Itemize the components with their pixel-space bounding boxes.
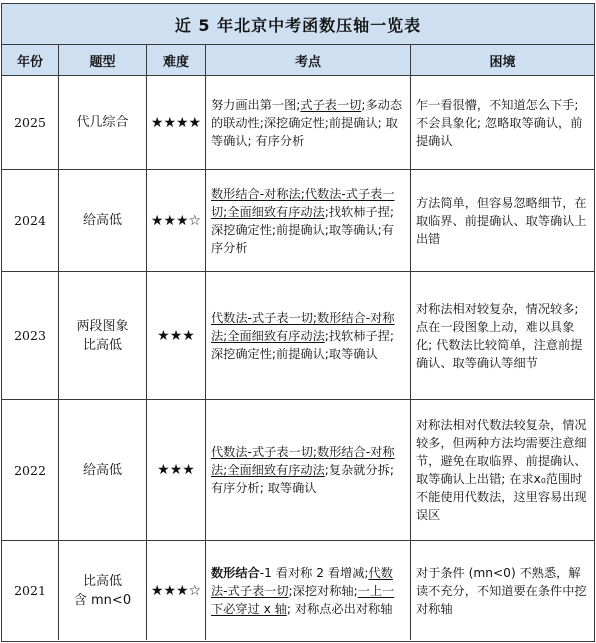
point-segment: 一上一下必穿过 x 轴 (211, 583, 395, 616)
cell-points (206, 76, 411, 169)
cell-stars: ★★★☆ (147, 170, 206, 271)
type-line: 给高低 (82, 213, 122, 228)
cell-points (206, 272, 411, 399)
point-segment: 努力画出第一图; (211, 97, 301, 112)
dilemma-text: 对称法相对较复杂，情况较多; 点在一段图象上动，难以具象化; 代数法比较简单，注意前提确认、取等确认等细节 (416, 301, 583, 370)
cell-dilemma (411, 170, 594, 271)
point-segment: ;深挖对称轴; (288, 583, 358, 598)
point-segment: 数形结合-对称法;代数法-式子表一切;全面细致有序动法 (211, 186, 395, 219)
point-segment: 代数法-式子表一切;数形结合-对称法;全面细致有序动法 (211, 310, 395, 343)
table-row (2, 541, 594, 640)
cell-dilemma (411, 272, 594, 399)
cell-type (59, 400, 147, 540)
type-line: 给高低 (82, 462, 122, 478)
table-row (2, 76, 594, 170)
header-difficulty: 难度 (147, 45, 206, 75)
cell-year: 2021 (2, 541, 59, 640)
point-segment: ;复杂就分拆;有序分析; 取等确认 (211, 463, 394, 495)
table-body (2, 76, 594, 640)
cell-dilemma (411, 541, 594, 640)
header-row (2, 45, 594, 76)
dilemma-text: 方法简单，但容易忽略细节，在取临界、前提确认、取等确认上出错 (416, 195, 587, 246)
cell-year: 2025 (2, 76, 59, 169)
cell-year: 2022 (2, 400, 59, 540)
type-line: 含 mn<0 (73, 592, 132, 608)
cell-dilemma (411, 400, 594, 540)
dilemma-text: 对于条件 (mn<0) 不熟悉，解读不充分，不知道要在条件中挖对称轴 (416, 565, 587, 616)
table-row (2, 400, 594, 541)
cell-stars: ★★★★ (147, 76, 206, 169)
cell-points (206, 400, 411, 540)
header-dilemma: 困境 (489, 54, 516, 70)
type-line: 两段图象 (76, 318, 129, 334)
point-segment: ;找软柿子捏;深挖确定性;前提确认;取等确认;有序分析 (211, 204, 394, 255)
dilemma-text: 对称法相对代数法较复杂，情况较多，但两种方法均需要注意细节，避免在取临界、前提确认、取等确认上出错; 在求x₀范围时不能使用代数法，这里容易出现误区 (416, 418, 587, 522)
table-title: 近 5 年北京中考函数压轴一览表 (2, 4, 594, 45)
point-segment: 数形结合 (211, 565, 260, 580)
header-year: 年份 (2, 45, 59, 75)
cell-type (59, 170, 147, 271)
point-segment: ;找软柿子捏;深挖确定性;前提确认;取等确认 (211, 328, 394, 361)
point-segment: ; 对称点必出对称轴 (286, 601, 393, 616)
dilemma-text: 乍一看很懵，不知道怎么下手; 不会具象化; 忽略取等确认，前提确认 (416, 97, 583, 148)
type-line: 代几综合 (76, 115, 129, 130)
summary-table (1, 3, 595, 642)
cell-type (59, 76, 147, 169)
point-segment: 代数法-式子表一切;数形结合-对称法;全面细致有序动法 (211, 445, 395, 477)
header-type: 题型 (59, 45, 147, 75)
cell-stars: ★★★☆ (147, 541, 206, 640)
cell-year: 2024 (2, 170, 59, 271)
cell-stars: ★★★ (147, 400, 206, 540)
cell-stars: ★★★ (147, 272, 206, 399)
cell-type (59, 272, 147, 399)
point-segment: -1 看对称 2 看增减; (259, 565, 369, 580)
cell-points (206, 541, 411, 640)
table-row (2, 170, 594, 272)
cell-dilemma (411, 76, 594, 169)
type-line: 比高低 (82, 337, 122, 353)
cell-type (59, 541, 147, 640)
point-segment: 式子表一切 (300, 97, 362, 112)
table-row (2, 272, 594, 400)
cell-year: 2023 (2, 272, 59, 399)
point-segment: 代数法-式子表一切 (211, 565, 393, 598)
type-line: 比高低 (82, 573, 122, 589)
point-segment: ;多动态的联动性;深挖确定性;前提确认; 取等确认; 有序分析 (211, 97, 403, 148)
header-points: 考点 (206, 45, 411, 75)
cell-points (206, 170, 411, 271)
